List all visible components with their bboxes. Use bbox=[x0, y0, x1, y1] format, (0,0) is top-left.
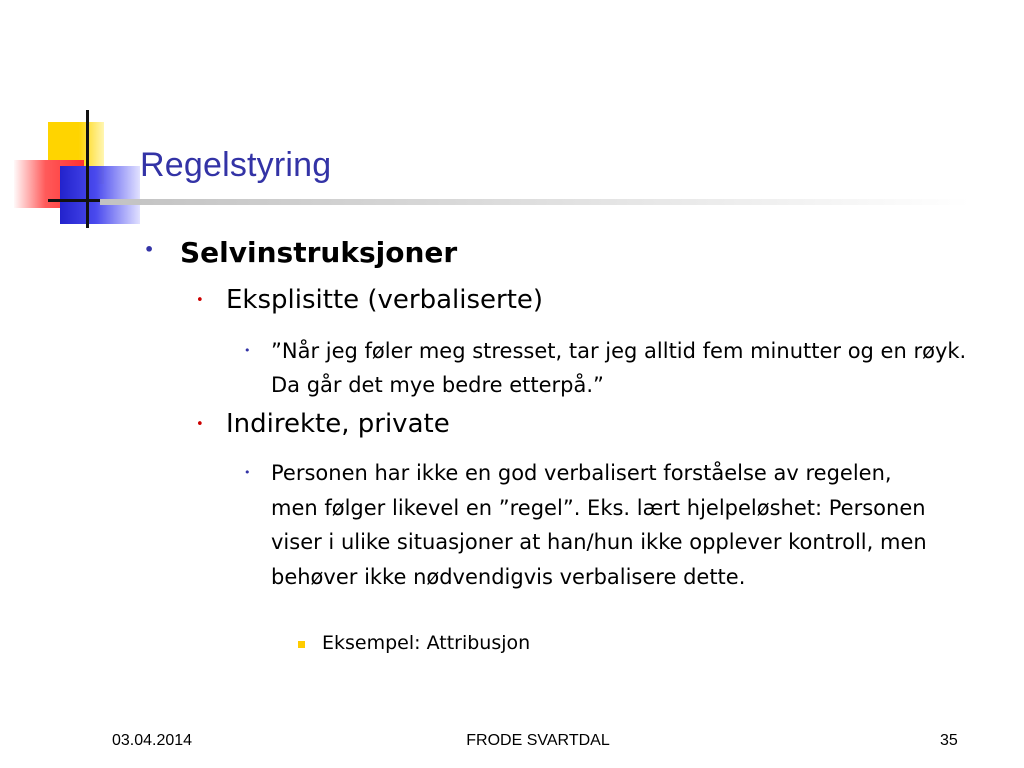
slide-title: Regelstyring bbox=[140, 146, 332, 184]
bullet-text: Selvinstruksjoner bbox=[180, 236, 458, 269]
bullet-text: Personen har ikke en god verbalisert forståelse av regelen, men følger likevel en ”regel”. Eks. lært hjelpeløshet: Personen viser i ulike situasjoner at han/hun ikke opplever kontroll, men behøver ikke nødvendigvis verbalisere dette. bbox=[271, 461, 927, 589]
bullet-level3-description bbox=[244, 456, 931, 594]
bullet-icon: • bbox=[144, 240, 155, 259]
footer-page-number: 35 bbox=[940, 732, 958, 749]
bullet-level4-example bbox=[322, 632, 530, 654]
bullet-level3-quote bbox=[244, 334, 1001, 402]
bullet-text: Indirekte, private bbox=[226, 409, 450, 439]
bullet-text: ”Når jeg føler meg stresset, tar jeg alltid fem minutter og en røyk. Da går det mye bedre etterpå.” bbox=[271, 339, 967, 397]
bullet-level2-explicit bbox=[196, 285, 544, 315]
bullet-text: Eksplisitte (verbaliserte) bbox=[226, 285, 544, 315]
bullet-text: Eksempel: Attribusjon bbox=[322, 632, 531, 654]
footer-author: FRODE SVARTDAL bbox=[466, 732, 610, 749]
bullet-level2-indirect bbox=[196, 409, 450, 439]
bullet-icon: • bbox=[244, 466, 251, 479]
bullet-level1 bbox=[144, 236, 458, 269]
footer-date: 03.04.2014 bbox=[112, 732, 193, 749]
square-bullet-icon bbox=[298, 641, 305, 648]
bullet-icon: • bbox=[196, 293, 204, 308]
bullet-icon: • bbox=[244, 344, 251, 357]
bullet-icon: • bbox=[196, 417, 204, 432]
